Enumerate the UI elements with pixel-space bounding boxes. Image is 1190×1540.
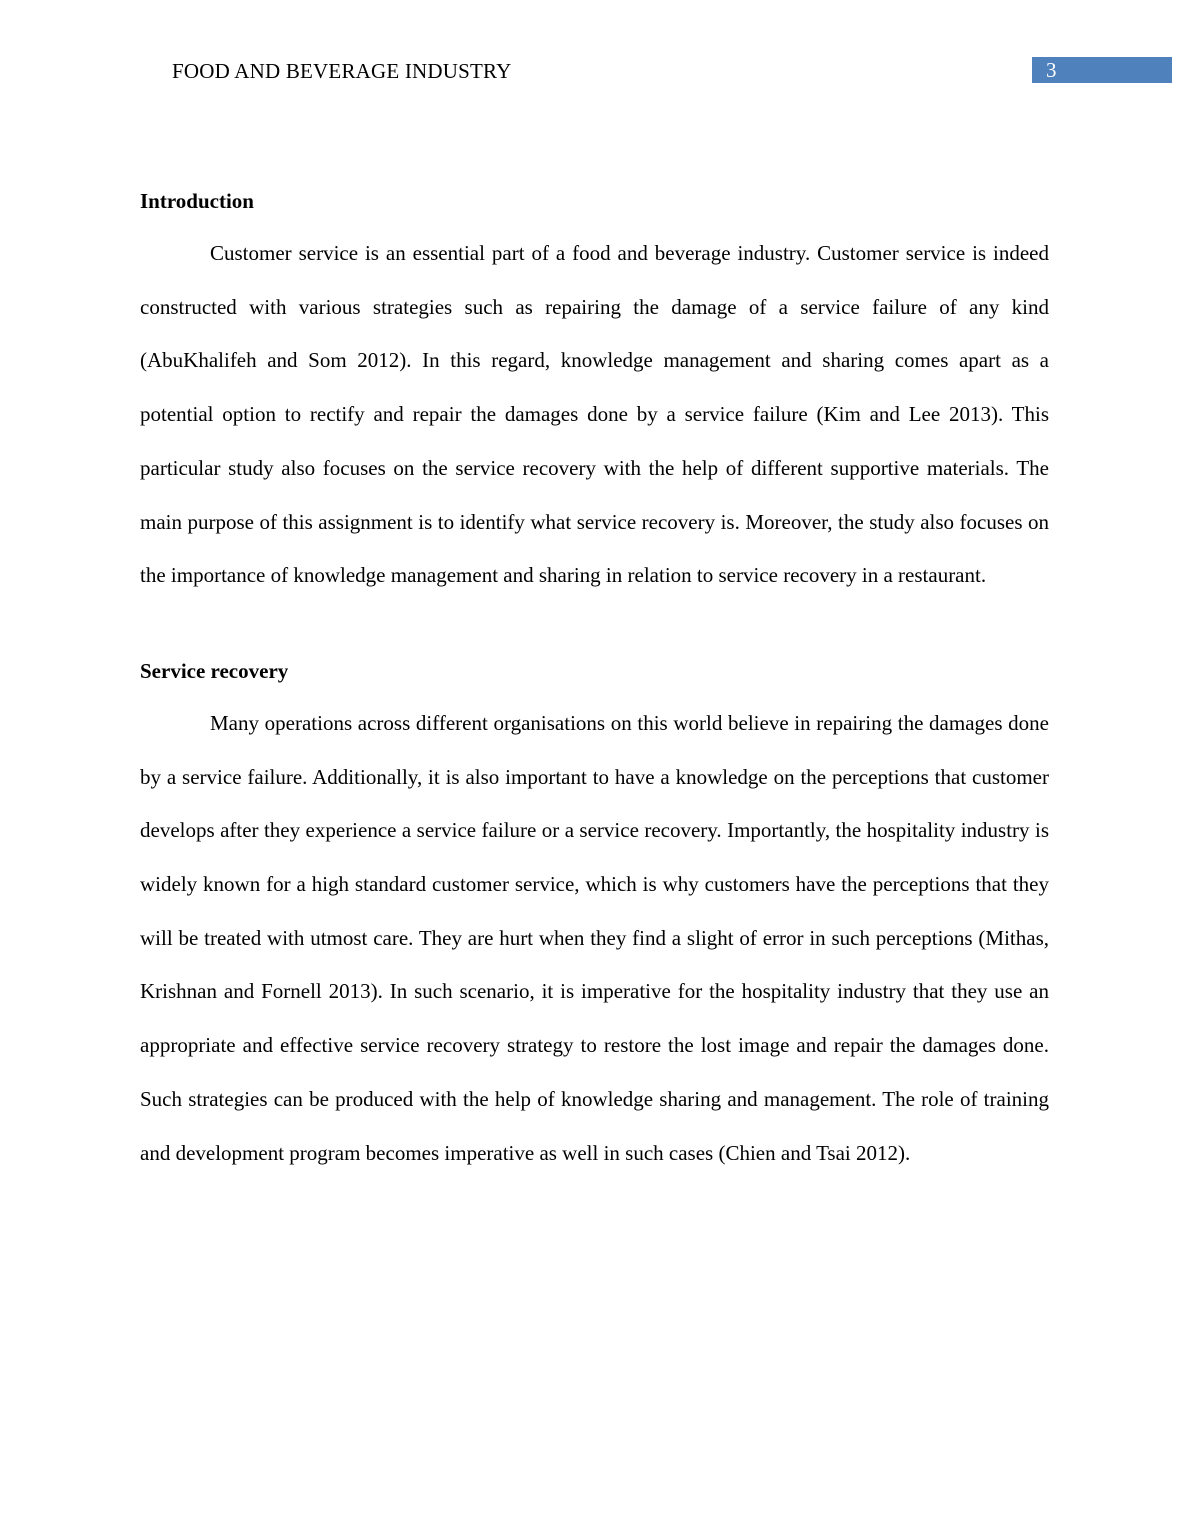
running-head: FOOD AND BEVERAGE INDUSTRY xyxy=(172,59,512,83)
paragraph-service-recovery: Many operations across different organisations on this world believe in repairing the damages done by a service failure. Additionally, it is also important to have a knowledge on the perceptions that customer develops after they experience a service failure or a service recovery. Importantly, the hospitality industry is widely known for a high standard customer service, which is why customers have the perceptions that they will be treated with utmost care. They are hurt when they find a slight of error in such perceptions (Mithas, Krishnan and Fornell 2013). In such scenario, it is imperative for the hospitality industry that they use an appropriate and effective service recovery strategy to restore the lost image and repair the damages done. Such strategies can be produced with the help of knowledge sharing and management. The role of training and development program becomes imperative as well in such cases (Chien and Tsai 2012). xyxy=(140,710,1049,1165)
section-introduction xyxy=(140,184,1049,603)
section-heading-introduction: Introduction xyxy=(140,189,254,213)
page-number: 3 xyxy=(1032,57,1172,83)
section-heading-service-recovery: Service recovery xyxy=(140,658,289,683)
document-body xyxy=(140,184,1049,1180)
section-spacer xyxy=(140,603,1049,654)
paragraph-introduction: Customer service is an essential part of a food and beverage industry. Customer service is indeed constructed with various strategies such as repairing the damage of a service failure of any kind (AbuKhalifeh and Som 2012). In this regard, knowledge management and sharing comes apart as a potential option to rectify and repair the damages done by a service failure (Kim and Lee 2013). This particular study also focuses on the service recovery with the help of different supportive materials. The main purpose of this assignment is to identify what service recovery is. Moreover, the study also focuses on the importance of knowledge management and sharing in relation to service recovery in a restaurant. xyxy=(140,241,1049,588)
section-service-recovery xyxy=(140,654,1049,1180)
